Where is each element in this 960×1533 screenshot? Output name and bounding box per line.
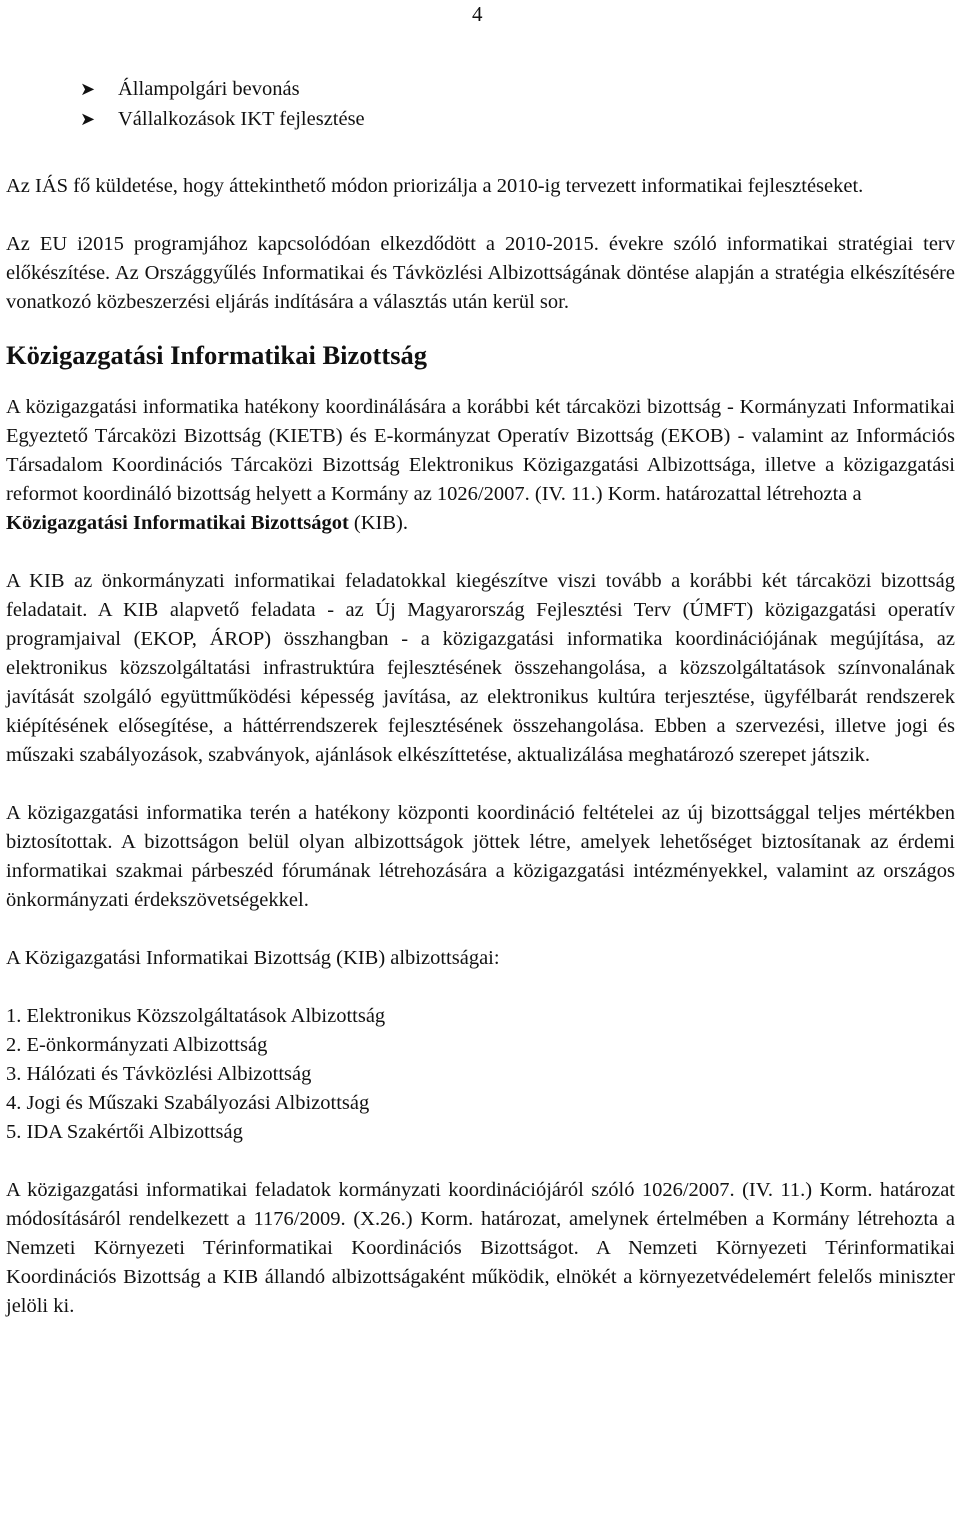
list-item: 5. IDA Szakértői Albizottság <box>6 1121 243 1143</box>
bullet-text: Vállalkozások IKT fejlesztése <box>118 108 365 130</box>
paragraph-kib-tasks: A KIB az önkormányzati informatikai feladatokkal kiegészítve viszi tovább a korábbi két tárcaközi bizottság feladatait. A KIB alapvető feladata - az Új Magyarország Fejlesztési Terv (ÚMFT) közigazgatási operatív programjaival (EKOP, ÁROP) összhangban - a közigazgatási informatika koordinációjának megújítása, az elektronikus közszolgáltatási infrastruktúra fejlesztésének összehangolása, a közszolgáltatások színvonalának javítását szolgáló együttműködési képesség javítása, az elektronikus kultúra terjesztése, ügyfélbarát rendszerek kiépítésének elősegítése, a háttérrendszerek fejlesztésének összehangolása. Ebben a szervezési, illetve jogi és műszaki szabályozások, szabványok, ajánlások elkészíttetése, aktualizálása meghatározó szerepet játszik. <box>6 570 955 766</box>
paragraph-ias-mission: Az IÁS fő küldetése, hogy áttekinthető módon priorizálja a 2010-ig tervezett informatikai fejlesztéseket. <box>6 175 864 197</box>
list-item <box>80 104 365 134</box>
section-heading: Közigazgatási Informatikai Bizottság <box>6 340 428 370</box>
kib-intro-tail: (KIB). <box>348 512 408 534</box>
paragraph-kib-intro <box>6 393 955 538</box>
kib-intro-text: A közigazgatási informatika hatékony koordinálására a korábbi két tárcaközi bizottság - Kormányzati Informatikai Egyeztető Tárcaközi Bizottság (KIETB) és E-kormányzat Operatív Bizottság (EKOB) - valamint az Információs Társadalom Koordinációs Tárcaközi Bizottság Elektronikus Közigazgatási Albizottsága, illetve a közigazgatási reformot koordináló bizottság helyett a Kormány az 1026/2007. (IV. 11.) Korm. határozattal létrehozta a <box>6 396 955 505</box>
document-body <box>6 172 955 1321</box>
page-number: 4 <box>472 2 483 26</box>
list-item <box>80 74 365 104</box>
paragraph-eu-i2015: Az EU i2015 programjához kapcsolódóan elkezdődött a 2010-2015. évekre szóló informatikai stratégiai terv előkészítése. Az Országgyűlés Informatikai és Távközlési Albizottságának döntése alapján a stratégia elkészítésére vonatkozó közbeszerzési eljárás indítására a választás után kerül sor. <box>6 233 955 313</box>
arrow-bullet-icon: ➤ <box>80 109 96 129</box>
arrow-bullet-icon: ➤ <box>80 79 96 99</box>
bullet-text: Állampolgári bevonás <box>118 78 300 100</box>
paragraph-coordination: A közigazgatási informatika terén a hatékony központi koordináció feltételei az új bizottsággal teljes mértékben biztosítottak. A bizottságon belül olyan albizottságok jöttek létre, amelyek lehetőséget biztosítanak az érdemi informatikai szakmai párbeszéd fórumának létrehozására a közigazgatási intézményekkel, valamint az országos önkormányzati érdekszövetségekkel. <box>6 802 955 911</box>
subcommittee-list <box>6 1002 955 1147</box>
list-item: 1. Elektronikus Közszolgáltatások Albizottság <box>6 1005 386 1027</box>
kib-bold-name: Közigazgatási Informatikai Bizottságot <box>6 512 349 534</box>
list-item: 4. Jogi és Műszaki Szabályozási Albizottság <box>6 1092 370 1114</box>
list-item: 3. Hálózati és Távközlési Albizottság <box>6 1063 312 1085</box>
list-item: 2. E-önkormányzati Albizottság <box>6 1034 268 1056</box>
bullet-list <box>80 74 365 134</box>
paragraph-final: A közigazgatási informatikai feladatok kormányzati koordinációjáról szóló 1026/2007. (IV. 11.) Korm. határozat módosításáról rendelkezett a 1176/2009. (X.26.) Korm. határozat, amelynek értelmében a Kormány létrehozta a Nemzeti Környezeti Térinformatikai Koordinációs Bizottságot. A Nemzeti Környezeti Térinformatikai Koordinációs Bizottság a KIB állandó albizottságaként működik, elnökét a környezetvédelemért felelős miniszter jelöli ki. <box>6 1179 955 1317</box>
paragraph-subcommittees-intro: A Közigazgatási Informatikai Bizottság (KIB) albizottságai: <box>6 947 500 969</box>
